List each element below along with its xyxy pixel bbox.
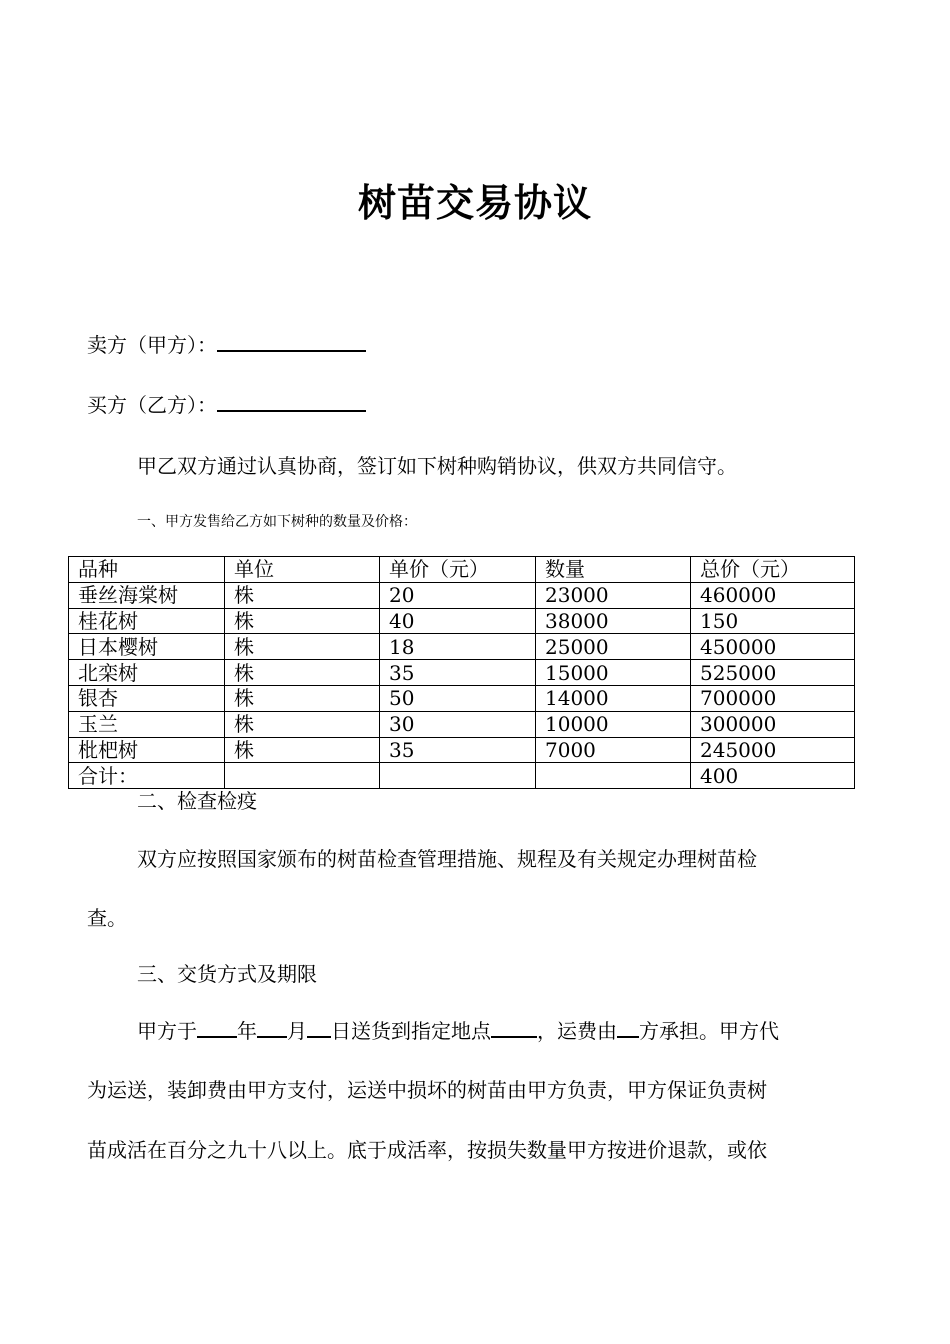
table-cell: 150 (691, 608, 855, 634)
header-cell: 总价（元） (691, 557, 855, 583)
document-title: 树苗交易协议 (357, 181, 592, 225)
buyer-blank[interactable] (217, 392, 366, 412)
section2-heading: 二、检查检疫 (137, 789, 257, 813)
table-row (69, 634, 855, 660)
table-cell: 7000 (536, 737, 691, 763)
table-cell: 垂丝海棠树 (69, 582, 225, 608)
table-cell: 38000 (536, 608, 691, 634)
header-cell: 数量 (536, 557, 691, 583)
table-cell: 株 (225, 608, 380, 634)
price-table-body (69, 557, 855, 789)
para3-text: ，运费由 (537, 1019, 617, 1043)
table-cell: 300000 (691, 711, 855, 737)
table-cell: 35 (380, 737, 536, 763)
price-table (68, 556, 855, 789)
table-cell: 50 (380, 685, 536, 711)
table-cell: 15000 (536, 660, 691, 686)
day-blank[interactable] (307, 1018, 331, 1038)
para3-text: 日送货到指定地点 (331, 1019, 491, 1043)
location-blank[interactable] (491, 1018, 537, 1038)
table-cell: 株 (225, 685, 380, 711)
table-cell: 700000 (691, 685, 855, 711)
para2-line1: 双方应按照国家颁布的树苗检查管理措施、规程及有关规定办理树苗检 (137, 847, 757, 871)
party-blank[interactable] (617, 1018, 639, 1038)
table-cell: 18 (380, 634, 536, 660)
table-row (69, 685, 855, 711)
table-cell: 合计： (69, 763, 225, 789)
table-row (69, 737, 855, 763)
seller-blank[interactable] (217, 332, 366, 352)
table-cell: 40 (380, 608, 536, 634)
para3-line1 (137, 1017, 779, 1045)
seller-line (87, 331, 366, 359)
header-cell: 单价（元） (380, 557, 536, 583)
table-cell: 525000 (691, 660, 855, 686)
para3-line2: 为运送，装卸费由甲方支付，运送中损坏的树苗由甲方负责，甲方保证负责树 (87, 1078, 767, 1102)
table-cell: 245000 (691, 737, 855, 763)
table-cell: 银杏 (69, 685, 225, 711)
table-row (69, 608, 855, 634)
para3-line3: 苗成活在百分之九十八以上。底于成活率，按损失数量甲方按进价退款，或依 (87, 1138, 767, 1162)
table-cell (380, 763, 536, 789)
table-cell: 10000 (536, 711, 691, 737)
table-cell (536, 763, 691, 789)
table-cell: 株 (225, 634, 380, 660)
seller-label: 卖方（甲方）： (87, 333, 217, 357)
buyer-label: 买方（乙方）： (87, 393, 217, 417)
table-cell: 株 (225, 711, 380, 737)
table-cell: 14000 (536, 685, 691, 711)
table-cell: 株 (225, 737, 380, 763)
header-cell: 单位 (225, 557, 380, 583)
table-cell: 450000 (691, 634, 855, 660)
table-header-row (69, 557, 855, 583)
para2-line2: 查。 (87, 906, 127, 930)
table-row (69, 711, 855, 737)
table-row (69, 582, 855, 608)
table-cell: 桂花树 (69, 608, 225, 634)
table-cell: 35 (380, 660, 536, 686)
table-cell: 20 (380, 582, 536, 608)
table-cell: 23000 (536, 582, 691, 608)
table-row (69, 763, 855, 789)
table-cell: 株 (225, 582, 380, 608)
para3-text: 年 (237, 1019, 257, 1043)
table-cell: 460000 (691, 582, 855, 608)
year-blank[interactable] (197, 1018, 237, 1038)
table-cell: 北栾树 (69, 660, 225, 686)
table-cell: 枇杷树 (69, 737, 225, 763)
section1-heading: 一、甲方发售给乙方如下树种的数量及价格： (137, 514, 417, 530)
para3-text: 方承担。甲方代 (639, 1019, 779, 1043)
table-cell: 株 (225, 660, 380, 686)
section3-heading: 三、交货方式及期限 (137, 962, 317, 986)
table-cell: 日本樱树 (69, 634, 225, 660)
table-cell (225, 763, 380, 789)
para3-text: 甲方于 (137, 1019, 197, 1043)
para3-text: 月 (287, 1019, 307, 1043)
intro-paragraph: 甲乙双方通过认真协商，签订如下树种购销协议，供双方共同信守。 (137, 454, 737, 478)
table-row (69, 660, 855, 686)
table-cell: 玉兰 (69, 711, 225, 737)
table-cell: 30 (380, 711, 536, 737)
table-cell: 400 (691, 763, 855, 789)
buyer-line (87, 391, 366, 419)
month-blank[interactable] (257, 1018, 287, 1038)
table-cell: 25000 (536, 634, 691, 660)
header-cell: 品种 (69, 557, 225, 583)
